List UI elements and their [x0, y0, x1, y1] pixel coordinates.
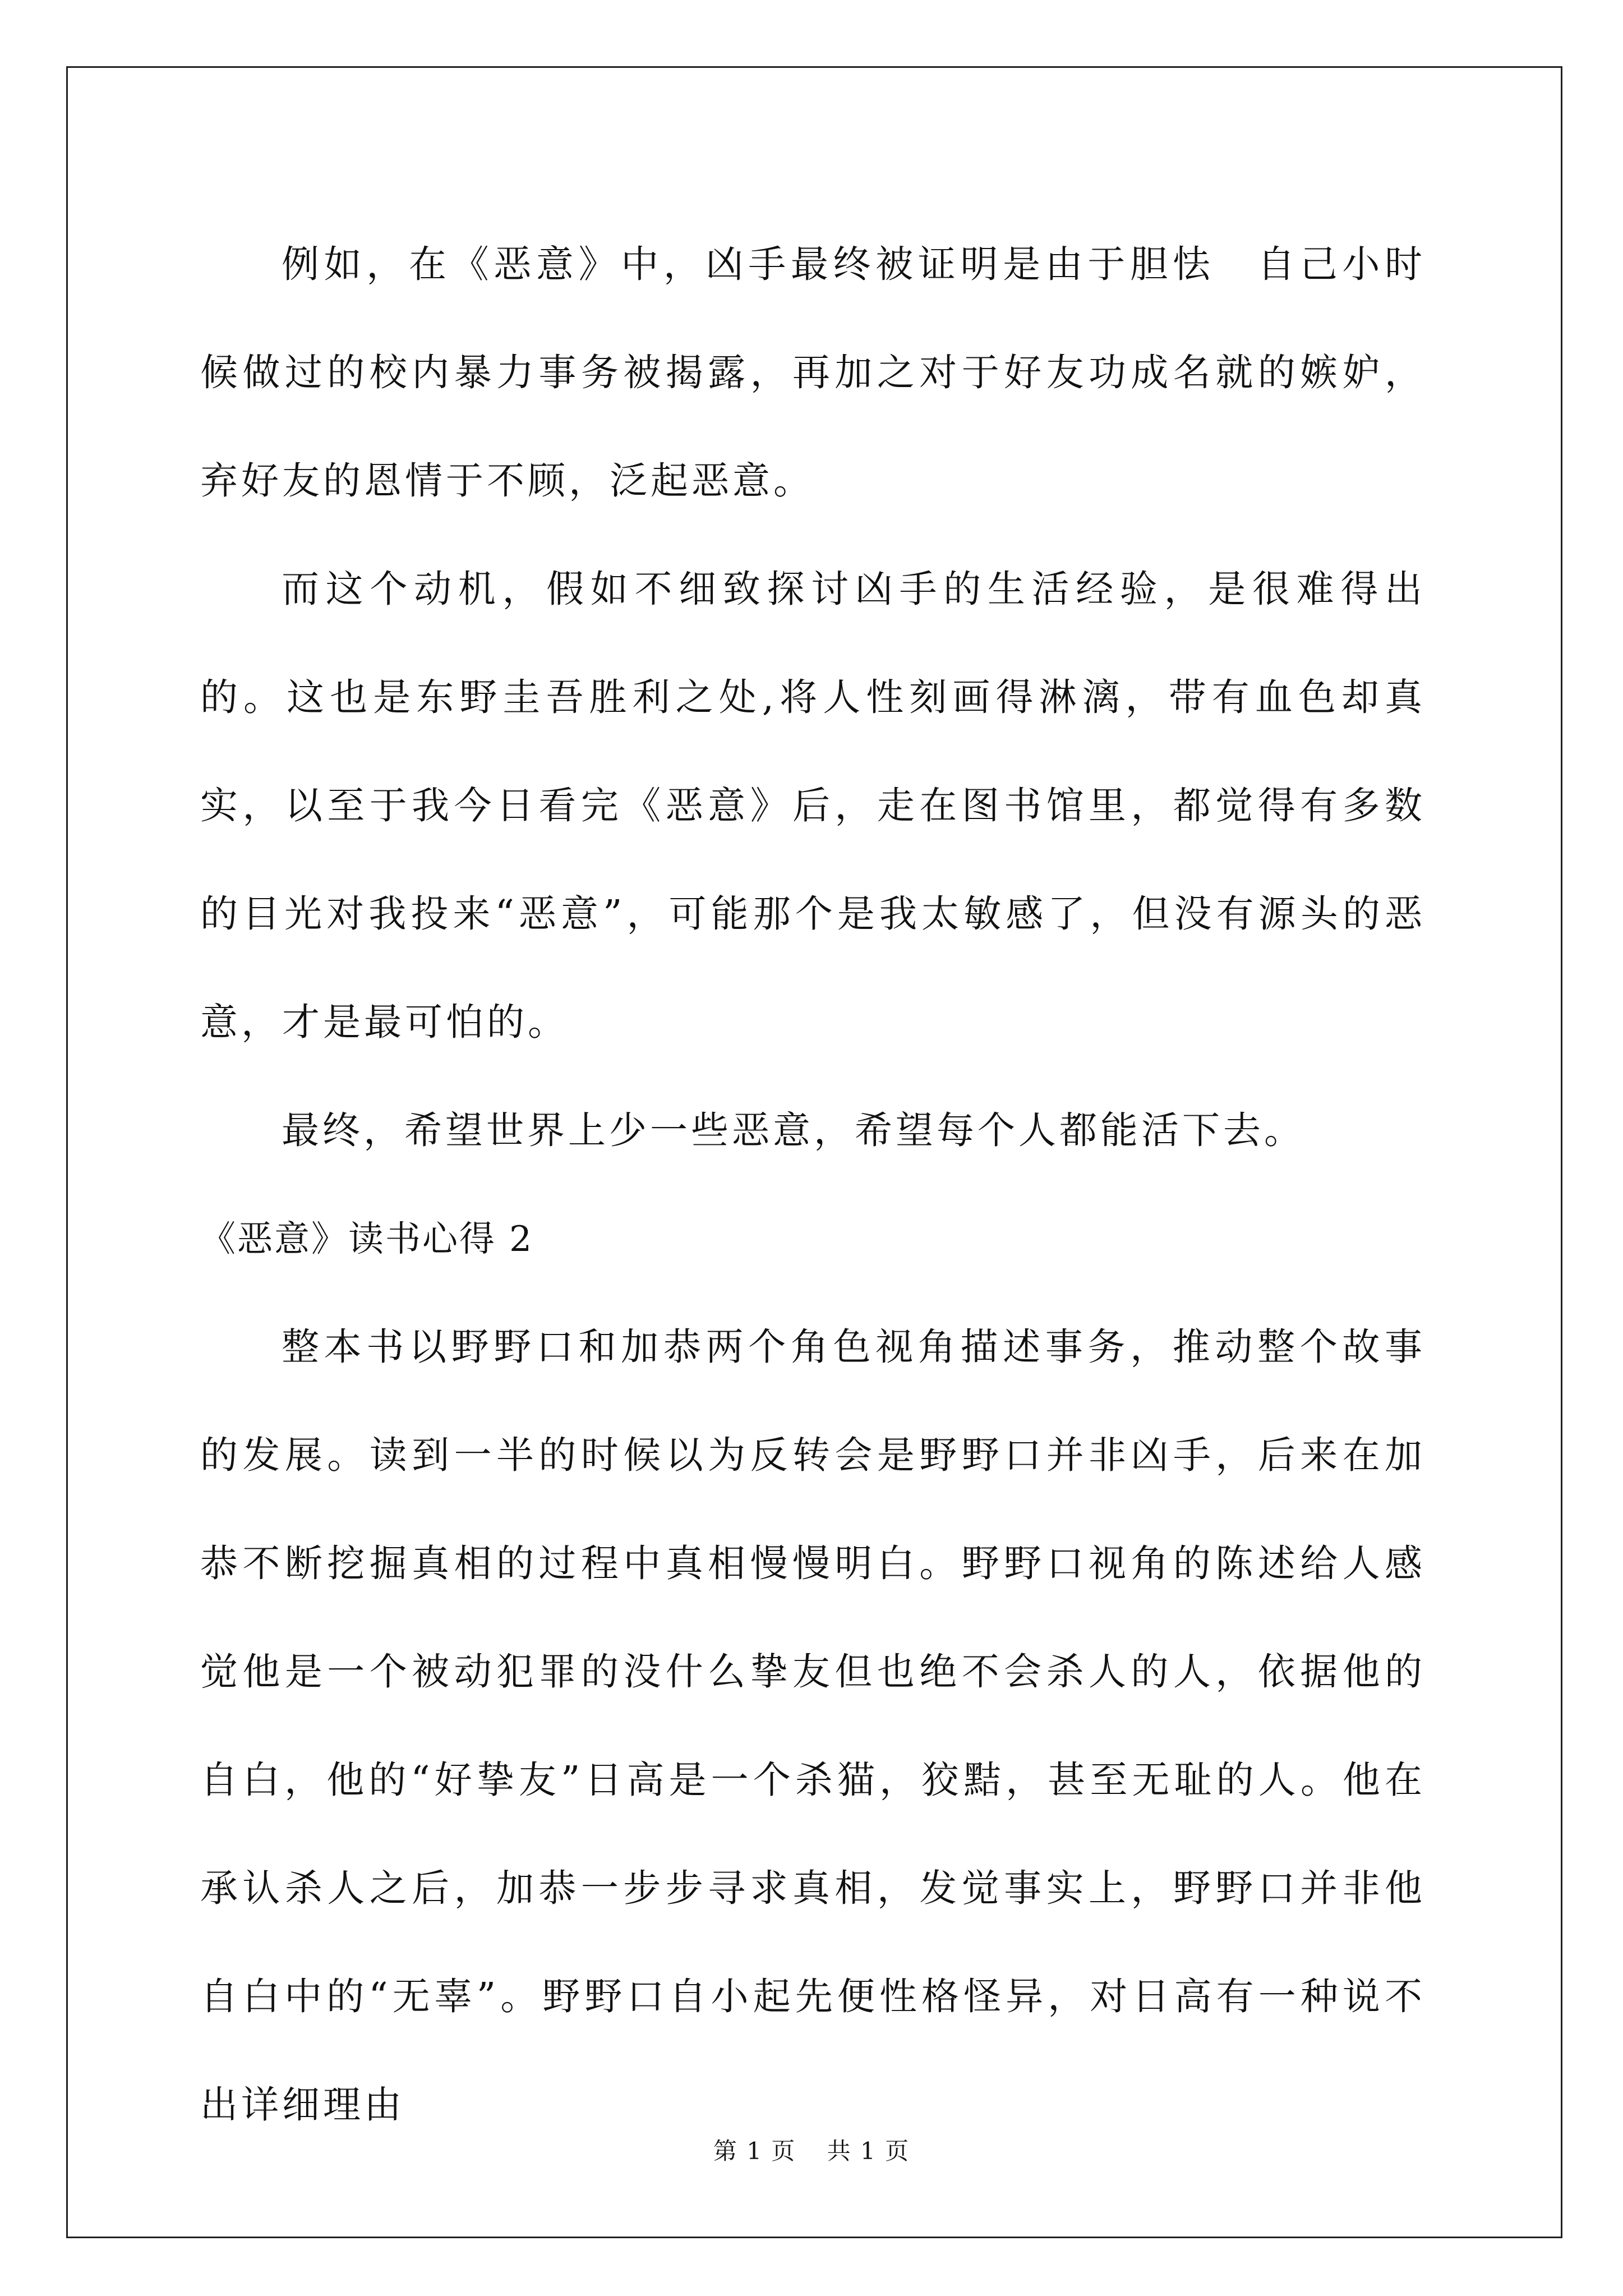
page-total: 共 1 页: [827, 2137, 910, 2165]
paragraph: 最终，希望世界上少一些恶意，希望每个人都能活下去。: [282, 1108, 1305, 1152]
paragraph: 整本书以野野口和加恭两个角色视角描述事务，推动整个故事的发展。读到一半的时候以为反转会是野野口并非凶手，后来在加恭不断挖掘真相的过程中真相慢慢明白。野野口视角的陈述给人感觉他是一个被动犯罪的没什么挚友但也绝不会杀人的人，依据他的自白，他的“好挚友”日高是一个杀猫，狡黠，甚至无耻的人。他在承认杀人之后，加恭一步步寻求真相，发觉事实上，野野口并非他自白中的“无辜”。野野口自小起先便性格怪异，对日高有一种说不出详细理由: [200, 1325, 1426, 2127]
paragraph: 例如，在《恶意》中，凶手最终被证明是由于胆怯 自己小时候做过的校内暴力事务被揭露，再加之对于好友功成名就的嫉妒，弃好友的恩情于不顾，泛起恶意。: [200, 242, 1426, 503]
section-heading: 《恶意》读书心得 2: [200, 1218, 534, 1259]
page-footer: [0, 2134, 1623, 2168]
document-body: [200, 210, 1426, 2159]
page-number: 第 1 页: [713, 2137, 796, 2165]
paragraph: 而这个动机，假如不细致探讨凶手的生活经验，是很难得出的。这也是东野圭吾胜利之处,将人性刻画得淋漓，带有血色却真实，以至于我今日看完《恶意》后，走在图书馆里，都觉得有多数的目光对我投来“恶意”，可能那个是我太敏感了，但没有源头的恶意，才是最可怕的。: [200, 567, 1426, 1044]
